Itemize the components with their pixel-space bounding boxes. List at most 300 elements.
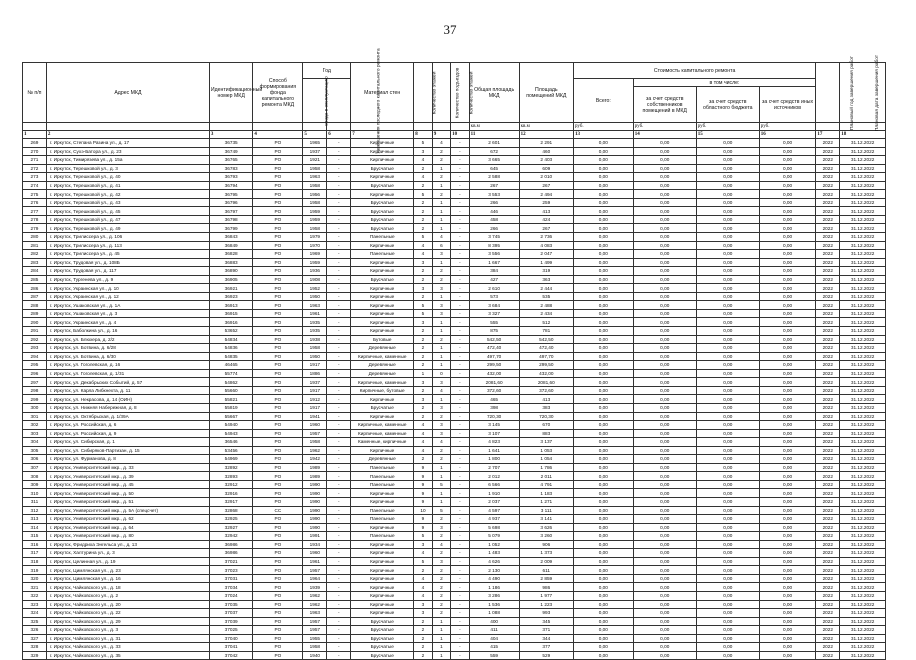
ident-cell: 37041 bbox=[209, 643, 252, 652]
walls-cell: Деревянные bbox=[351, 344, 414, 353]
year-built-cell: 1964 bbox=[303, 574, 327, 583]
year-last-cell: - bbox=[327, 515, 351, 524]
floors-cell: 4 bbox=[414, 156, 432, 165]
row-number: 311 bbox=[23, 497, 47, 506]
year-last-cell: - bbox=[327, 429, 351, 438]
method-cell: РО bbox=[253, 139, 303, 148]
cost-region-cell: 0,00 bbox=[696, 395, 759, 404]
address-cell: г. Иркутск, Тургенева ул., д. 9 bbox=[46, 275, 209, 284]
stairs-cell: - bbox=[451, 164, 469, 173]
plan-year-cell: 2022 bbox=[816, 327, 840, 336]
ident-cell: 36795 bbox=[209, 190, 252, 199]
year-built-cell: 1958 bbox=[303, 198, 327, 207]
table-row bbox=[23, 190, 886, 199]
cost-owners-cell: 0,00 bbox=[633, 549, 696, 558]
floors-cell: 2 bbox=[414, 335, 432, 344]
entrances-cell: 2 bbox=[432, 147, 450, 156]
method-cell: РО bbox=[253, 233, 303, 242]
ident-cell: 32925 bbox=[209, 515, 252, 524]
ident-cell: 54834 bbox=[209, 335, 252, 344]
plan-date-cell: 31.12.2022 bbox=[840, 395, 886, 404]
table-row bbox=[23, 301, 886, 310]
floors-cell: 5 bbox=[414, 309, 432, 318]
year-built-cell: 1961 bbox=[303, 309, 327, 318]
year-last-cell: - bbox=[327, 258, 351, 267]
entrances-cell: 2 bbox=[432, 412, 450, 421]
floors-cell: 3 bbox=[414, 609, 432, 618]
cost-owners-cell: 0,00 bbox=[633, 395, 696, 404]
cost-owners-cell: 0,00 bbox=[633, 429, 696, 438]
living-area-cell: 267 bbox=[519, 181, 573, 190]
column-number-row bbox=[23, 131, 886, 139]
plan-year-cell: 2022 bbox=[816, 267, 840, 276]
method-cell: РО bbox=[253, 181, 303, 190]
walls-cell: Кирпичные bbox=[351, 395, 414, 404]
year-built-cell: 1990 bbox=[303, 506, 327, 515]
method-cell: РО bbox=[253, 651, 303, 660]
cost-total-cell: 0,00 bbox=[573, 480, 633, 489]
cost-owners-cell: 0,00 bbox=[633, 412, 696, 421]
floors-cell: 9 bbox=[414, 463, 432, 472]
year-last-cell: - bbox=[327, 190, 351, 199]
ident-cell: 36735 bbox=[209, 139, 252, 148]
ident-cell: 36796 bbox=[209, 198, 252, 207]
total-area-cell: 542,50 bbox=[469, 335, 519, 344]
living-area-cell: 344 bbox=[519, 634, 573, 643]
entrances-cell: 1 bbox=[432, 181, 450, 190]
method-cell: РО bbox=[253, 566, 303, 575]
cost-other-cell: 0,00 bbox=[759, 643, 816, 652]
cost-owners-cell: 0,00 bbox=[633, 515, 696, 524]
plan-date-cell: 31.12.2022 bbox=[840, 566, 886, 575]
floors-cell: 5 bbox=[414, 139, 432, 148]
year-last-cell: - bbox=[327, 344, 351, 353]
floors-cell: 4 bbox=[414, 429, 432, 438]
total-area-cell: 398 bbox=[469, 403, 519, 412]
table-body bbox=[23, 139, 886, 660]
plan-year-cell: 2022 bbox=[816, 284, 840, 293]
plan-date-cell: 31.12.2022 bbox=[840, 207, 886, 216]
row-number: 308 bbox=[23, 472, 47, 481]
floors-cell: 5 bbox=[414, 190, 432, 199]
table-row bbox=[23, 549, 886, 558]
year-last-cell: - bbox=[327, 455, 351, 464]
stairs-cell: - bbox=[451, 438, 469, 447]
cost-owners-cell: 0,00 bbox=[633, 489, 696, 498]
cost-other-cell: 0,00 bbox=[759, 489, 816, 498]
plan-year-cell: 2022 bbox=[816, 386, 840, 395]
stairs-cell: - bbox=[451, 301, 469, 310]
cost-other-cell: 0,00 bbox=[759, 233, 816, 242]
row-number: 304 bbox=[23, 438, 47, 447]
year-last-cell: - bbox=[327, 147, 351, 156]
row-number: 294 bbox=[23, 352, 47, 361]
walls-cell: Кирпичные bbox=[351, 139, 414, 148]
cost-owners-cell: 0,00 bbox=[633, 318, 696, 327]
walls-cell: Кирпичные bbox=[351, 173, 414, 182]
stairs-cell: - bbox=[451, 309, 469, 318]
living-area-cell: 497,70 bbox=[519, 352, 573, 361]
cost-total-cell: 0,00 bbox=[573, 634, 633, 643]
cost-owners-cell: 0,00 bbox=[633, 164, 696, 173]
plan-date-cell: 31.12.2022 bbox=[840, 583, 886, 592]
method-cell: РО bbox=[253, 207, 303, 216]
address-cell: г. Иркутск, ул. Блюхера, д. 2/2 bbox=[46, 335, 209, 344]
cost-region-cell: 0,00 bbox=[696, 190, 759, 199]
total-area-cell: 404 bbox=[469, 634, 519, 643]
year-built-cell: 1957 bbox=[303, 566, 327, 575]
entrances-cell: 2 bbox=[432, 156, 450, 165]
year-last-cell: - bbox=[327, 651, 351, 660]
cost-total-cell: 0,00 bbox=[573, 164, 633, 173]
entrances-cell: 2 bbox=[432, 455, 450, 464]
total-area-cell: 3 327 bbox=[469, 309, 519, 318]
cost-region-cell: 0,00 bbox=[696, 241, 759, 250]
living-area-cell: 259 bbox=[519, 198, 573, 207]
cost-other-cell: 0,00 bbox=[759, 250, 816, 259]
method-cell: РО bbox=[253, 386, 303, 395]
entrances-cell: 4 bbox=[432, 233, 450, 242]
total-area-cell: 5 079 bbox=[469, 532, 519, 541]
plan-date-cell: 31.12.2022 bbox=[840, 318, 886, 327]
row-number: 317 bbox=[23, 549, 47, 558]
year-last-cell: - bbox=[327, 233, 351, 242]
row-number: 282 bbox=[23, 250, 47, 259]
ident-cell: 37023 bbox=[209, 566, 252, 575]
table-row bbox=[23, 164, 886, 173]
cost-other-cell: 0,00 bbox=[759, 626, 816, 635]
cost-other-cell: 0,00 bbox=[759, 378, 816, 387]
cost-total-cell: 0,00 bbox=[573, 421, 633, 430]
cost-region-cell: 0,00 bbox=[696, 369, 759, 378]
cost-region-cell: 0,00 bbox=[696, 489, 759, 498]
year-last-cell: - bbox=[327, 557, 351, 566]
year-last-cell: - bbox=[327, 156, 351, 165]
year-last-cell: - bbox=[327, 224, 351, 233]
cost-other-cell: 0,00 bbox=[759, 275, 816, 284]
cost-region-cell: 0,00 bbox=[696, 403, 759, 412]
cost-owners-cell: 0,00 bbox=[633, 181, 696, 190]
cost-other-cell: 0,00 bbox=[759, 284, 816, 293]
living-area-cell: 781 bbox=[519, 327, 573, 336]
living-area-cell: 609 bbox=[519, 164, 573, 173]
entrances-cell: 4 bbox=[432, 139, 450, 148]
ident-cell: 32893 bbox=[209, 472, 252, 481]
entrances-cell: 1 bbox=[432, 643, 450, 652]
plan-date-cell: 31.12.2022 bbox=[840, 309, 886, 318]
address-cell: г. Иркутск, Тимирязева ул., д. 15а bbox=[46, 156, 209, 165]
total-area-cell: 1 800 bbox=[469, 455, 519, 464]
plan-year-cell: 2022 bbox=[816, 643, 840, 652]
address-cell: г. Иркутск, ул. Карла Либкнехта, д. 11 bbox=[46, 386, 209, 395]
table-row bbox=[23, 472, 886, 481]
row-number: 319 bbox=[23, 566, 47, 575]
living-area-cell: 1 053 bbox=[519, 446, 573, 455]
year-last-cell: - bbox=[327, 369, 351, 378]
plan-date-cell: 31.12.2022 bbox=[840, 574, 886, 583]
cost-other-cell: 0,00 bbox=[759, 139, 816, 148]
col-total-area-header: Общая площадь МКД bbox=[469, 63, 519, 123]
walls-cell: Кирпичные bbox=[351, 600, 414, 609]
address-cell: г. Иркутск, Университетский мкр., д. 62 bbox=[46, 515, 209, 524]
cost-total-cell: 0,00 bbox=[573, 224, 633, 233]
entrances-cell: 1 bbox=[432, 651, 450, 660]
ident-cell: 37025 bbox=[209, 626, 252, 635]
cost-other-cell: 0,00 bbox=[759, 651, 816, 660]
table-row bbox=[23, 215, 886, 224]
floors-cell: 2 bbox=[414, 327, 432, 336]
address-cell: г. Иркутск, ул. Гоголевская, д. 1/31 bbox=[46, 369, 209, 378]
living-area-cell: 267 bbox=[519, 224, 573, 233]
ident-cell: 37035 bbox=[209, 600, 252, 609]
row-number: 327 bbox=[23, 634, 47, 643]
plan-date-cell: 31.12.2022 bbox=[840, 301, 886, 310]
floors-cell: 9 bbox=[414, 497, 432, 506]
entrances-cell: 2 bbox=[432, 190, 450, 199]
walls-cell: Кирпичные bbox=[351, 318, 414, 327]
row-number: 305 bbox=[23, 446, 47, 455]
year-built-cell: 1952 bbox=[303, 284, 327, 293]
stairs-cell: - bbox=[451, 455, 469, 464]
table-row bbox=[23, 506, 886, 515]
year-last-cell: - bbox=[327, 438, 351, 447]
entrances-cell: 2 bbox=[432, 600, 450, 609]
total-area-cell: 411 bbox=[469, 626, 519, 635]
method-cell: РО bbox=[253, 361, 303, 370]
cost-owners-cell: 0,00 bbox=[633, 335, 696, 344]
row-number: 298 bbox=[23, 386, 47, 395]
plan-year-cell: 2022 bbox=[816, 156, 840, 165]
floors-cell: 9 bbox=[414, 523, 432, 532]
ident-cell: 55660 bbox=[209, 386, 252, 395]
stairs-cell: - bbox=[451, 651, 469, 660]
cost-region-cell: 0,00 bbox=[696, 446, 759, 455]
method-cell: РО bbox=[253, 412, 303, 421]
table-row bbox=[23, 181, 886, 190]
year-last-cell: - bbox=[327, 250, 351, 259]
col-year-last-header: завершения последнего капитального ремонта bbox=[327, 79, 351, 123]
ident-cell: 32927 bbox=[209, 523, 252, 532]
year-built-cell: 1950 bbox=[303, 352, 327, 361]
stairs-cell: - bbox=[451, 643, 469, 652]
living-area-cell: 2 011 bbox=[519, 472, 573, 481]
entrances-cell: 1 bbox=[432, 164, 450, 173]
total-area-cell: 384 bbox=[469, 267, 519, 276]
plan-date-cell: 31.12.2022 bbox=[840, 421, 886, 430]
plan-date-cell: 31.12.2022 bbox=[840, 634, 886, 643]
year-built-cell: 1917 bbox=[303, 386, 327, 395]
living-area-cell: 2 047 bbox=[519, 250, 573, 259]
plan-date-cell: 31.12.2022 bbox=[840, 617, 886, 626]
cost-other-cell: 0,00 bbox=[759, 463, 816, 472]
walls-cell: Кирпичные bbox=[351, 267, 414, 276]
table-row bbox=[23, 463, 886, 472]
cost-total-cell: 0,00 bbox=[573, 284, 633, 293]
walls-cell: Брусчатые bbox=[351, 643, 414, 652]
year-last-cell: - bbox=[327, 472, 351, 481]
col-floors-header: Количество этажей bbox=[414, 63, 432, 123]
row-number: 296 bbox=[23, 369, 47, 378]
cost-other-cell: 0,00 bbox=[759, 412, 816, 421]
cost-other-cell: 0,00 bbox=[759, 215, 816, 224]
cost-region-cell: 0,00 bbox=[696, 292, 759, 301]
cost-owners-cell: 0,00 bbox=[633, 198, 696, 207]
cost-other-cell: 0,00 bbox=[759, 207, 816, 216]
stairs-cell: - bbox=[451, 233, 469, 242]
living-area-cell: 1 373 bbox=[519, 549, 573, 558]
year-built-cell: 1958 bbox=[303, 181, 327, 190]
total-area-cell: 3 107 bbox=[469, 429, 519, 438]
address-cell: г. Иркутск, ул. Ботвина, д. 6/28 bbox=[46, 344, 209, 353]
walls-cell: Кирпичные bbox=[351, 489, 414, 498]
cost-region-cell: 0,00 bbox=[696, 147, 759, 156]
floors-cell: 2 bbox=[414, 617, 432, 626]
living-area-cell: 1 786 bbox=[519, 463, 573, 472]
living-area-cell: 345 bbox=[519, 617, 573, 626]
ident-cell: 36913 bbox=[209, 301, 252, 310]
row-number: 329 bbox=[23, 651, 47, 660]
method-cell: РО bbox=[253, 250, 303, 259]
cost-owners-cell: 0,00 bbox=[633, 386, 696, 395]
living-area-cell: 2 009 bbox=[519, 557, 573, 566]
address-cell: г. Иркутск, Терешковой ул., д. 40 bbox=[46, 173, 209, 182]
cost-other-cell: 0,00 bbox=[759, 198, 816, 207]
plan-year-cell: 2022 bbox=[816, 309, 840, 318]
ident-cell: 54835 bbox=[209, 352, 252, 361]
floors-cell: 2 bbox=[414, 566, 432, 575]
entrances-cell: 3 bbox=[432, 421, 450, 430]
method-cell: РО bbox=[253, 421, 303, 430]
total-area-cell: 720,30 bbox=[469, 412, 519, 421]
stairs-cell: - bbox=[451, 284, 469, 293]
entrances-cell: 1 bbox=[432, 198, 450, 207]
address-cell: г. Иркутск, Украинская ул., д. 4 bbox=[46, 318, 209, 327]
address-cell: г. Иркутск, Фридриха Энгельса ул., д. 13 bbox=[46, 540, 209, 549]
table-row bbox=[23, 292, 886, 301]
address-cell: г. Иркутск, ул. Декабрьских Событий, д. 57 bbox=[46, 378, 209, 387]
walls-cell: Брусчатые bbox=[351, 403, 414, 412]
floors-cell: 2 bbox=[414, 344, 432, 353]
living-area-cell: 1 271 bbox=[519, 497, 573, 506]
stairs-cell: - bbox=[451, 532, 469, 541]
total-area-cell: 559 bbox=[469, 651, 519, 660]
method-cell: РО bbox=[253, 395, 303, 404]
year-built-cell: 1937 bbox=[303, 378, 327, 387]
plan-year-cell: 2022 bbox=[816, 532, 840, 541]
method-cell: РО bbox=[253, 267, 303, 276]
plan-year-cell: 2022 bbox=[816, 369, 840, 378]
floors-cell: 9 bbox=[414, 472, 432, 481]
cost-total-cell: 0,00 bbox=[573, 258, 633, 267]
address-cell: г. Иркутск, Ушаковская ул., д. 1А bbox=[46, 301, 209, 310]
cost-owners-cell: 0,00 bbox=[633, 241, 696, 250]
cost-region-cell: 0,00 bbox=[696, 224, 759, 233]
living-area-cell: 535 bbox=[519, 292, 573, 301]
year-last-cell: - bbox=[327, 327, 351, 336]
year-last-cell: - bbox=[327, 463, 351, 472]
cost-region-cell: 0,00 bbox=[696, 361, 759, 370]
plan-year-cell: 2022 bbox=[816, 335, 840, 344]
floors-cell: 4 bbox=[414, 241, 432, 250]
cost-total-cell: 0,00 bbox=[573, 515, 633, 524]
table-row bbox=[23, 233, 886, 242]
cost-owners-cell: 0,00 bbox=[633, 344, 696, 353]
year-last-cell: - bbox=[327, 421, 351, 430]
living-area-cell: 424 bbox=[519, 215, 573, 224]
address-cell: г. Иркутск, Терешковой ул., д. 47 bbox=[46, 215, 209, 224]
table-row bbox=[23, 583, 886, 592]
cost-region-cell: 0,00 bbox=[696, 429, 759, 438]
stairs-cell: - bbox=[451, 506, 469, 515]
entrances-cell: 2 bbox=[432, 515, 450, 524]
floors-cell: 2 bbox=[414, 455, 432, 464]
plan-date-cell: 31.12.2022 bbox=[840, 497, 886, 506]
stairs-cell: - bbox=[451, 139, 469, 148]
ident-cell: 32917 bbox=[209, 497, 252, 506]
cost-owners-cell: 0,00 bbox=[633, 497, 696, 506]
cost-region-cell: 0,00 bbox=[696, 472, 759, 481]
year-last-cell: - bbox=[327, 532, 351, 541]
cost-owners-cell: 0,00 bbox=[633, 532, 696, 541]
cost-other-cell: 0,00 bbox=[759, 523, 816, 532]
plan-year-cell: 2022 bbox=[816, 421, 840, 430]
cost-total-cell: 0,00 bbox=[573, 250, 633, 259]
entrances-cell: 1 bbox=[432, 626, 450, 635]
stairs-cell: - bbox=[451, 600, 469, 609]
cost-owners-cell: 0,00 bbox=[633, 480, 696, 489]
address-cell: г. Иркутск, ул. Некрасова, д. 14 (ОИН) bbox=[46, 395, 209, 404]
plan-date-cell: 31.12.2022 bbox=[840, 446, 886, 455]
living-area-cell: 3 111 bbox=[519, 506, 573, 515]
col-year-built-header: ввода в эксплуатацию bbox=[303, 79, 327, 123]
plan-year-cell: 2022 bbox=[816, 497, 840, 506]
cost-owners-cell: 0,00 bbox=[633, 327, 696, 336]
year-built-cell: 1921 bbox=[303, 156, 327, 165]
table-row bbox=[23, 198, 886, 207]
total-area-cell: 645 bbox=[469, 164, 519, 173]
stairs-cell: - bbox=[451, 591, 469, 600]
total-area-cell: 4 626 bbox=[469, 557, 519, 566]
entrances-cell: 2 bbox=[432, 609, 450, 618]
column-number-cell: 13 bbox=[573, 131, 633, 139]
walls-cell: Кирпичные bbox=[351, 609, 414, 618]
ident-cell: 36923 bbox=[209, 292, 252, 301]
cost-region-cell: 0,00 bbox=[696, 173, 759, 182]
cost-owners-cell: 0,00 bbox=[633, 574, 696, 583]
cost-total-cell: 0,00 bbox=[573, 412, 633, 421]
plan-date-cell: 31.12.2022 bbox=[840, 438, 886, 447]
year-built-cell: 1979 bbox=[303, 233, 327, 242]
total-area-cell: 555 bbox=[469, 318, 519, 327]
year-last-cell: - bbox=[327, 139, 351, 148]
method-cell: РО bbox=[253, 489, 303, 498]
cost-total-cell: 0,00 bbox=[573, 429, 633, 438]
ident-cell: 55667 bbox=[209, 412, 252, 421]
year-built-cell: 1962 bbox=[303, 446, 327, 455]
year-built-cell: 1917 bbox=[303, 403, 327, 412]
cost-owners-cell: 0,00 bbox=[633, 173, 696, 182]
plan-year-cell: 2022 bbox=[816, 463, 840, 472]
entrances-cell: 3 bbox=[432, 523, 450, 532]
year-built-cell: 1957 bbox=[303, 617, 327, 626]
year-last-cell: - bbox=[327, 609, 351, 618]
cost-owners-cell: 0,00 bbox=[633, 634, 696, 643]
col-plan-date-header: Плановая дата завершения работ bbox=[840, 63, 886, 123]
stairs-cell: - bbox=[451, 515, 469, 524]
floors-cell: 2 bbox=[414, 267, 432, 276]
cost-region-cell: 0,00 bbox=[696, 164, 759, 173]
living-area-cell: 383 bbox=[519, 403, 573, 412]
